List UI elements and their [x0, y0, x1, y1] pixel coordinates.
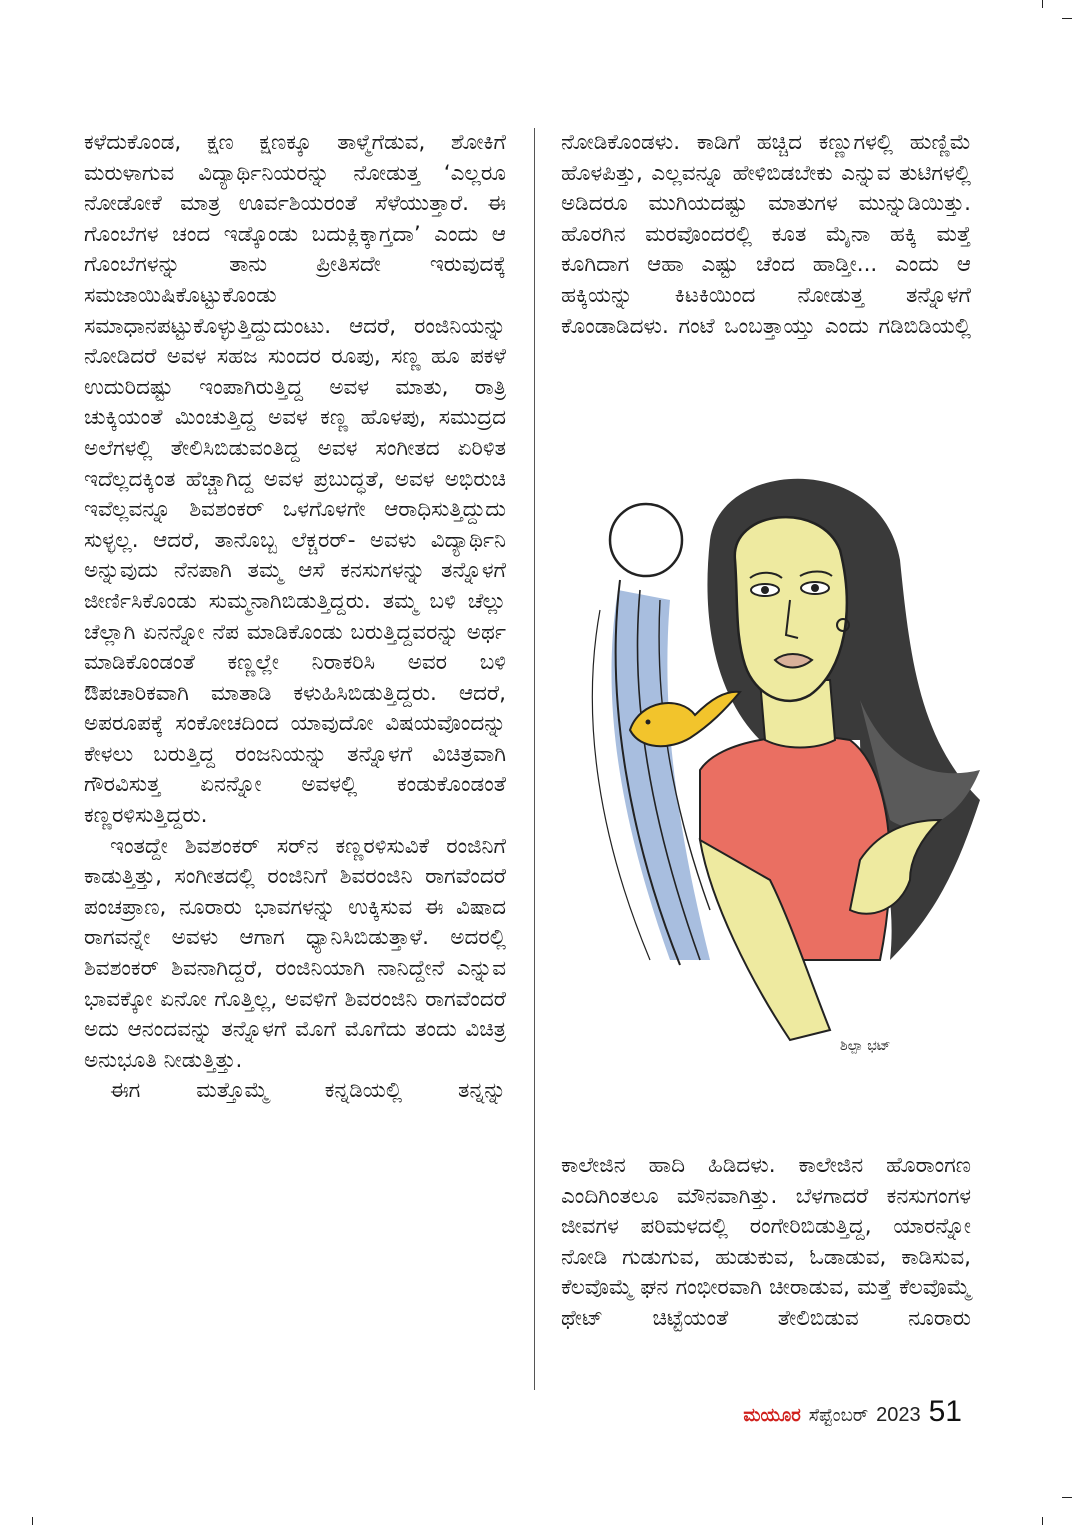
page-number: 51: [928, 1395, 962, 1428]
crop-mark: [1062, 18, 1072, 19]
column-divider: [534, 128, 535, 1390]
moon-icon: [610, 504, 682, 576]
issue-month: ಸೆಪ್ಟೆಂಬರ್: [808, 1405, 869, 1425]
face: [735, 517, 847, 701]
paragraph: ಕಳೆದುಕೊಂಡ, ಕ್ಷಣ ಕ್ಷಣಕ್ಕೂ ತಾಳ್ಮೆಗೆಡುವ, ಶೋಕಿಗೆ ಮರುಳಾಗುವ ವಿದ್ಯಾರ್ಥಿನಿಯರನ್ನು ನೋಡುತ್ತ ‘ಎಲ್ಲರೂ ನೋಡೋಕೆ ಮಾತ್ರ ಊರ್ವಶಿಯರಂತೆ ಸೆಳೆಯುತ್ತಾರೆ. ಈ ಗೊಂಬೆಗಳ ಚಂದ ಇಡ್ಕೊಂಡು ಬದುಕ್ಲಿಕ್ಕಾಗ್ತದಾ’ ಎಂದು ಆ ಗೊಂಬೆಗಳನ್ನು ತಾನು ಪ್ರೀತಿಸದೇ ಇರುವುದಕ್ಕೆ ಸಮಜಾಯಿಷಿಕೊಟ್ಟುಕೊಂಡು ಸಮಾಧಾನಪಟ್ಟುಕೊಳ್ಳುತ್ತಿದ್ದುದುಂಟು. ಆದರೆ, ರಂಜಿನಿಯನ್ನು ನೋಡಿದರೆ ಅವಳ ಸಹಜ ಸುಂದರ ರೂಪು, ಸಣ್ಣ ಹೂ ಪಕಳೆ ಉದುರಿದಷ್ಟು ಇಂಪಾಗಿರುತ್ತಿದ್ದ ಅವಳ ಮಾತು, ರಾತ್ರಿ ಚುಕ್ಕಿಯಂತೆ ಮಿಂಚುತ್ತಿದ್ದ ಅವಳ ಕಣ್ಣ ಹೊಳಪು, ಸಮುದ್ರದ ಅಲೆಗಳಲ್ಲಿ ತೇಲಿಸಿಬಿಡುವಂತಿದ್ದ ಅವಳ ಸಂಗೀತದ ಏರಿಳಿತ ಇದೆಲ್ಲದಕ್ಕಿಂತ ಹೆಚ್ಚಾಗಿದ್ದ ಅವಳ ಪ್ರಬುದ್ಧತೆ, ಅವಳ ಅಭಿರುಚಿ ಇವೆಲ್ಲವನ್ನೂ ಶಿವಶಂಕರ್ ಒಳಗೊಳಗೇ ಆರಾಧಿಸುತ್ತಿದ್ದುದು ಸುಳ್ಳಲ್ಲ. ಆದರೆ, ತಾನೊಬ್ಬ ಲೆಕ್ಚರರ್- ಅವಳು ವಿದ್ಯಾರ್ಥಿನಿ ಅನ್ನುವುದು ನೆನಪಾಗಿ ತಮ್ಮ ಆಸೆ ಕನಸುಗಳನ್ನು ತನ್ನೊಳಗೆ ಜೀರ್ಣಿಸಿಕೊಂಡು ಸುಮ್ಮನಾಗಿಬಿಡುತ್ತಿದ್ದರು. ತಮ್ಮ ಬಳಿ ಚೆಲ್ಲು ಚೆಲ್ಲಾಗಿ ಏನನ್ನೋ ನೆಪ ಮಾಡಿಕೊಂಡು ಬರುತ್ತಿದ್ದವರನ್ನು ಅರ್ಥ ಮಾಡಿಕೊಂಡಂತೆ ಕಣ್ಣಲ್ಲೇ ನಿರಾಕರಿಸಿ ಅವರ ಬಳಿ ಔಪಚಾರಿಕವಾಗಿ ಮಾತಾಡಿ ಕಳುಹಿಸಿಬಿಡುತ್ತಿದ್ದರು. ಆದರೆ, ಅಪರೂಪಕ್ಕೆ ಸಂಕೋಚದಿಂದ ಯಾವುದೋ ವಿಷಯವೊಂದನ್ನು ಕೇಳಲು ಬರುತ್ತಿದ್ದ ರಂಜನಿಯನ್ನು ತನ್ನೊಳಗೆ ವಿಚಿತ್ರವಾಗಿ ಗೌರವಿಸುತ್ತ ಏನನ್ನೋ ಅವಳಲ್ಲಿ ಕಂಡುಕೊಂಡಂತೆ ಕಣ್ಣರಳಿಸುತ್ತಿದ್ದರು.: [84, 130, 506, 829]
artist-signature: ಶಿಲ್ಪಾ ಭಟ್: [840, 1038, 891, 1054]
paragraph: ಈಗ ಮತ್ತೊಮ್ಮೆ ಕನ್ನಡಿಯಲ್ಲಿ ತನ್ನನ್ನು: [110, 1078, 506, 1104]
crop-mark: [1062, 1497, 1072, 1498]
right-column-bottom: [561, 1151, 971, 1335]
page-footer: [743, 1395, 962, 1435]
crop-mark: [1042, 1517, 1043, 1525]
right-column-top: [561, 128, 971, 342]
story-illustration: [560, 440, 980, 1080]
paragraph: ನೋಡಿಕೊಂಡಳು. ಕಾಡಿಗೆ ಹಚ್ಚಿದ ಕಣ್ಣುಗಳಲ್ಲಿ ಹುಣ್ಣಿಮೆ ಹೊಳಪಿತ್ತು, ಎಲ್ಲವನ್ನೂ ಹೇಳಿಬಿಡಬೇಕು ಎನ್ನುವ ತುಟಿಗಳಲ್ಲಿ ಅಡಿದರೂ ಮುಗಿಯದಷ್ಟು ಮಾತುಗಳ ಮುನ್ನುಡಿಯಿತ್ತು. ಹೊರಗಿನ ಮರವೊಂದರಲ್ಲಿ ಕೂತ ಮೈನಾ ಹಕ್ಕಿ ಮತ್ತೆ ಕೂಗಿದಾಗ ಆಹಾ ಎಷ್ಟು ಚೆಂದ ಹಾಡ್ತೀ... ಎಂದು ಆ ಹಕ್ಕಿಯನ್ನು ಕಿಟಕಿಯಿಂದ ನೋಡುತ್ತ ತನ್ನೊಳಗೆ ಕೊಂಡಾಡಿದಳು. ಗಂಟೆ ಒಂಬತ್ತಾಯ್ತು ಎಂದು ಗಡಿಬಿಡಿಯಲ್ಲಿ: [561, 130, 971, 339]
crop-mark: [32, 1517, 33, 1525]
left-column: [84, 128, 506, 1107]
issue-year: 2023: [876, 1404, 921, 1426]
magazine-brand: ಮಯೂರ: [743, 1405, 801, 1425]
paragraph: ಕಾಲೇಜಿನ ಹಾದಿ ಹಿಡಿದಳು. ಕಾಲೇಜಿನ ಹೊರಾಂಗಣ ಎಂದಿಗಿಂತಲೂ ಮೌನವಾಗಿತ್ತು. ಬೆಳಗಾದರೆ ಕನಸುಗಂಗಳ ಜೀವಗಳ ಪರಿಮಳದಲ್ಲಿ ರಂಗೇರಿಬಿಡುತ್ತಿದ್ದ, ಯಾರನ್ನೋ ನೋಡಿ ಗುಡುಗುವ, ಹುಡುಕುವ, ಓಡಾಡುವ, ಕಾಡಿಸುವ, ಕೆಲವೊಮ್ಮೆ ಘನ ಗಂಭೀರವಾಗಿ ಚೀರಾಡುವ, ಮತ್ತೆ ಕೆಲವೊಮ್ಮೆ ಥೇಟ್ ಚಿಟ್ಟೆಯಂತೆ ತೇಲಿಬಿಡುವ ನೂರಾರು: [561, 1153, 971, 1331]
paragraph: ಇಂತದ್ದೇ ಶಿವಶಂಕರ್ ಸರ್‌ನ ಕಣ್ಣರಳಿಸುವಿಕೆ ರಂಜಿನಿಗೆ ಕಾಡುತ್ತಿತ್ತು, ಸಂಗೀತದಲ್ಲಿ ರಂಜಿನಿಗೆ ಶಿವರಂಜಿನಿ ರಾಗವೆಂದರೆ ಪಂಚಪ್ರಾಣ, ನೂರಾರು ಭಾವಗಳನ್ನು ಉಕ್ಕಿಸುವ ಈ ವಿಷಾದ ರಾಗವನ್ನೇ ಅವಳು ಆಗಾಗ ಧ್ಯಾನಿಸಿಬಿಡುತ್ತಾಳೆ. ಅದರಲ್ಲಿ ಶಿವಶಂಕರ್ ಶಿವನಾಗಿದ್ದರೆ, ರಂಜಿನಿಯಾಗಿ ನಾನಿದ್ದೇನೆ ಎನ್ನುವ ಭಾವಕ್ಕೋ ಏನೋ ಗೊತ್ತಿಲ್ಲ, ಅವಳಿಗೆ ಶಿವರಂಜಿನಿ ರಾಗವೆಂದರೆ ಅದು ಆನಂದವನ್ನು ತನ್ನೊಳಗೆ ಮೊಗೆ ಮೊಗೆದು ತಂದು ವಿಚಿತ್ರ ಅನುಭೂತಿ ನೀಡುತ್ತಿತ್ತು.: [84, 833, 506, 1073]
crop-mark: [1042, 0, 1043, 8]
